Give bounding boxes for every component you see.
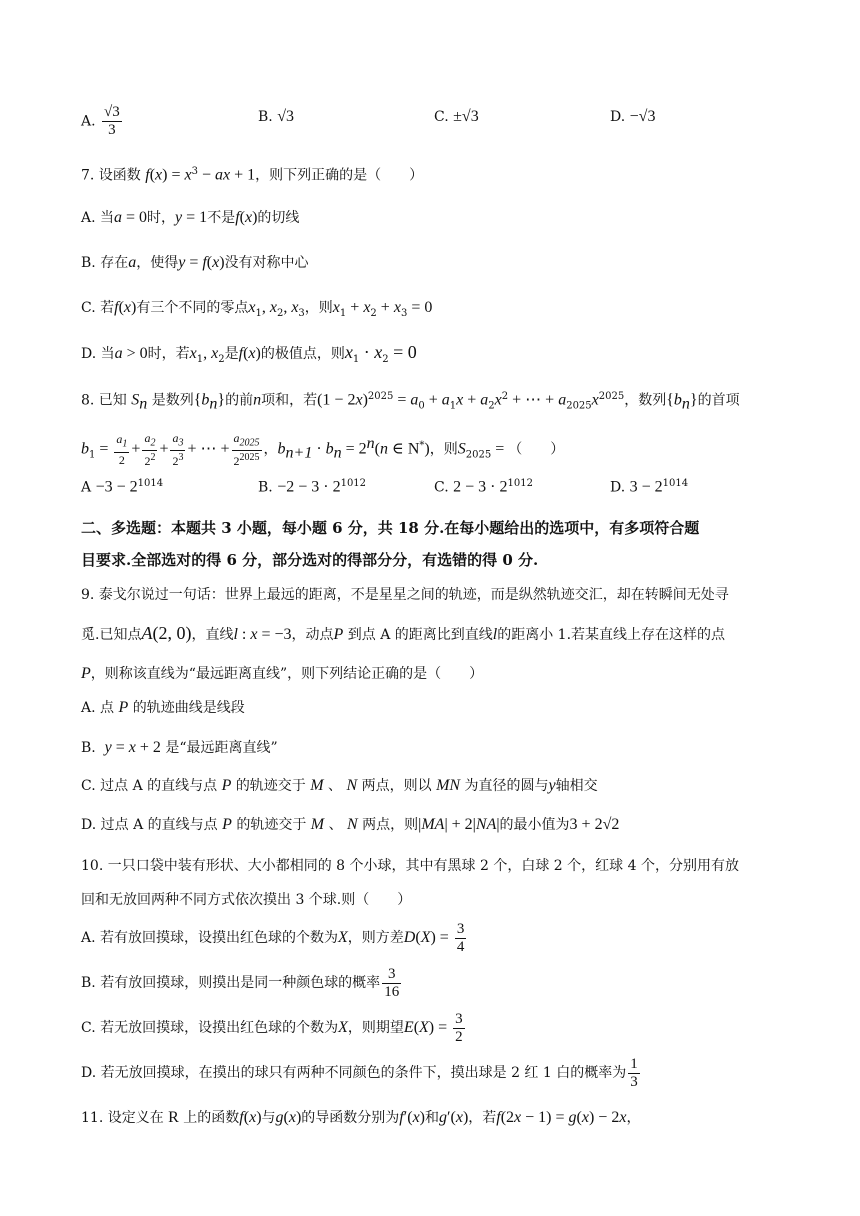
q9-option-c: C. 过点 A 的直线与点 P 的轨迹交于 M 、 N 两点，则以 MN 为直径的圆与y轴相交 xyxy=(81,777,598,794)
q7-option-b: B. 存在a，使得y = f(x)没有对称中心 xyxy=(81,254,309,271)
q9-stem-line3: P，则称该直线为“最远距离直线”，则下列结论正确的是（ ） xyxy=(81,665,484,682)
q10-option-d: D. 若无放回摸球，在摸出的球只有两种不同颜色的条件下，摸出球是 2 红 1 白的概率为 $\frac{1}{3}$ xyxy=(81,1055,638,1090)
q8-option-a: $A -3 - 2^{1014}$ xyxy=(81,478,164,496)
q8-stem-line2: $b_1$ = $\frac{a_1}{2}$ + $\frac{a_2}{2^2}$ + $\frac{a_3}{2^3}$ + ⋯ + $\frac{a_{2025}}{2^{2025}}$ ，$b_{n+1} \cdot b_n = 2^n(n$ ∈ N*)，则$S_{2025}$ = （ ） xyxy=(81,430,565,469)
q10-option-c: C. 若无放回摸球，设摸出红色球的个数为X，则期望E(X) = $\frac{3}{2}$ xyxy=(81,1010,463,1045)
q11-stem-line1: 11. 设定义在 R 上的函数f(x)与g(x)的导函数分别为f′(x)和g′(x)，若f(2x − 1) = g(x) − 2x， xyxy=(81,1109,641,1126)
q8-stem-line1: 8. 已知 $S_n$ 是数列$\{b_n\}$的前n项和，若$(1 - 2x)^{2025} = a_0 + a_1x + a_2x^2$ + ⋯ + $a_{2025}x^{2025}$，数列$\{b_n\}$的首项 xyxy=(81,391,740,413)
q8-option-d: D. $3 - 2^{1014}$ xyxy=(610,478,689,496)
q9-option-d: D. 过点 A 的直线与点 P 的轨迹交于 M 、 N 两点，则|MA| + 2|NA|的最小值为3 + 2√2 xyxy=(81,816,620,833)
q10-stem-line2: 回和无放回两种不同方式依次摸出 3 个球.则（ ） xyxy=(81,892,412,908)
q9-stem-line1: 9. 泰戈尔说过一句话：世界上最远的距离，不是星星之间的轨迹，而是纵然轨迹交汇，却在转瞬间无处寻 xyxy=(81,587,729,603)
q7-option-a: A. 当a = 0时，y = 1不是f(x)的切线 xyxy=(81,209,300,226)
q8-option-c: C. $2 - 3 \cdot 2^{1012}$ xyxy=(434,478,533,496)
section-heading-line2: 目要求.全部选对的得 6 分，部分选对的得部分分，有选错的得 0 分. xyxy=(81,551,539,569)
q6-option-d: D. −√3 xyxy=(610,108,656,125)
q10-option-b: B. 若有放回摸球，则摸出是同一种颜色球的概率 $\frac{3}{16}$ xyxy=(81,965,400,1000)
q6-option-a: A. $\frac{√3}{3}$ xyxy=(81,104,120,138)
q9-stem-line2: 觅.已知点A(2, 0)，直线l : x = −3，动点P 到点 A 的距离比到直线l的距离小 1.若某直线上存在这样的点 xyxy=(81,623,726,643)
q10-option-a: A. 若有放回摸球，设摸出红色球的个数为X，则方差D(X) = $\frac{3}{4}$ xyxy=(81,920,465,955)
q7-option-d: D. 当a > 0时，若$x_1$, $x_2$是f(x)的极值点，则$x_1 \cdot x_2 = 0$ xyxy=(81,342,417,365)
q7-option-c: C. 若f(x)有三个不同的零点$x_1$, $x_2$, $x_3$，则$x_1 + x_2 + x_3 = 0$ xyxy=(81,299,433,319)
section-heading-line1: 二、多选题：本题共 3 小题，每小题 6 分，共 18 分.在每小题给出的选项中，有多项符合题 xyxy=(81,519,700,537)
q6-option-c: C. ±√3 xyxy=(434,108,479,125)
q9-option-a: A. 点 P 的轨迹曲线是线段 xyxy=(81,699,245,716)
q9-option-b: B. y = x + 2 是“最远距离直线” xyxy=(81,739,278,756)
q10-stem-line1: 10. 一只口袋中装有形状、大小都相同的 8 个小球，其中有黑球 2 个，白球 2 个，红球 4 个，分别用有放 xyxy=(81,858,739,874)
q7-stem: 7. 设函数 $f(x) = x^3$ − ax + 1，则下列正确的是（ ） xyxy=(81,166,424,184)
q6-option-b: B. √3 xyxy=(258,108,294,125)
q8-option-b: B. $-2 - 3 \cdot 2^{1012}$ xyxy=(258,478,367,496)
